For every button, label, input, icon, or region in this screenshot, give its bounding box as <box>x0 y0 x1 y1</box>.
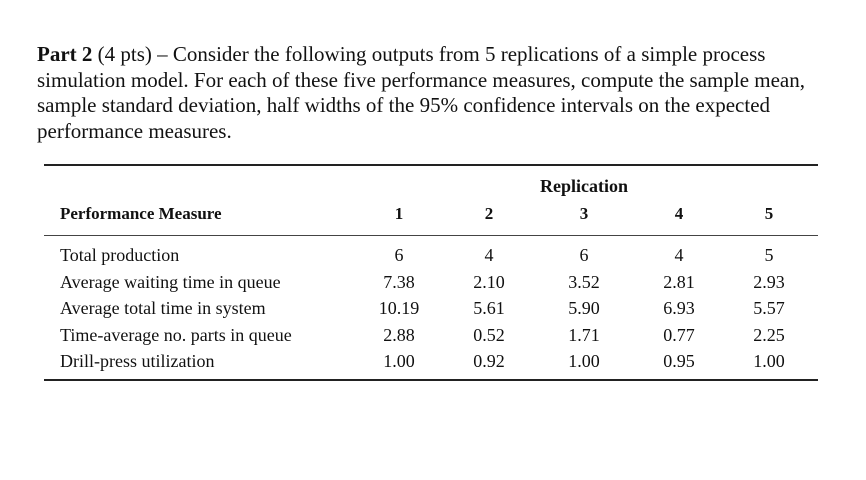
table-header-rule <box>44 235 818 236</box>
value-cell: 2.10 <box>473 271 505 292</box>
value-cell: 6 <box>394 245 404 265</box>
column-header-rep-4: 4 <box>674 204 684 223</box>
value-cell: 0.77 <box>663 324 695 345</box>
column-header-rep-5: 5 <box>764 204 774 223</box>
value-cell: 4 <box>484 245 494 265</box>
value-cell: 1.71 <box>568 324 600 345</box>
question-label: Part 2 <box>37 42 93 66</box>
replication-header: Replication <box>540 176 628 196</box>
column-header-rep-2: 2 <box>484 204 494 223</box>
group-header <box>44 176 818 198</box>
table-row <box>44 245 818 272</box>
value-cell: 5.61 <box>473 298 505 318</box>
value-cell: 2.25 <box>753 324 785 345</box>
table-top-rule <box>44 164 818 166</box>
column-header-rep-3: 3 <box>579 204 589 223</box>
measure-name: Time-average no. parts in queue <box>60 324 292 345</box>
measure-name: Drill-press utilization <box>60 351 215 371</box>
table-row <box>44 325 818 352</box>
measure-name: Total production <box>60 245 180 265</box>
table-row <box>44 351 818 378</box>
table-row <box>44 298 818 325</box>
table-bottom-rule <box>44 379 818 381</box>
value-cell: 1.00 <box>383 351 415 371</box>
value-cell: 0.95 <box>663 351 695 371</box>
value-cell: 6.93 <box>663 298 695 318</box>
value-cell: 5.90 <box>568 298 600 318</box>
value-cell: 0.92 <box>473 351 505 371</box>
measure-name: Average waiting time in queue <box>60 271 281 292</box>
value-cell: 1.00 <box>753 351 785 371</box>
column-header-row <box>44 204 818 226</box>
value-cell: 5.57 <box>753 298 785 318</box>
value-cell: 4 <box>674 245 684 265</box>
value-cell: 7.38 <box>383 271 415 292</box>
table-body <box>44 245 818 378</box>
value-cell: 2.88 <box>383 324 415 345</box>
value-cell: 2.93 <box>753 271 785 292</box>
value-cell: 3.52 <box>568 271 600 292</box>
column-header-rep-1: 1 <box>394 204 404 223</box>
value-cell: 0.52 <box>473 324 505 345</box>
value-cell: 1.00 <box>568 351 600 371</box>
column-header-measure: Performance Measure <box>60 204 222 223</box>
measure-name: Average total time in system <box>60 298 266 318</box>
value-cell: 6 <box>579 245 589 265</box>
value-cell: 5 <box>764 245 774 265</box>
question-text <box>37 42 837 144</box>
table-row <box>44 272 818 299</box>
question-body: (4 pts) – Consider the following outputs from 5 replications of a simple process simulation model. For each of these five performance measures, compute the sample mean, sample standard deviation, half widths of the 95% confidence intervals on the expected performance measures. <box>37 42 805 143</box>
value-cell: 2.81 <box>663 271 695 292</box>
value-cell: 10.19 <box>378 298 420 318</box>
